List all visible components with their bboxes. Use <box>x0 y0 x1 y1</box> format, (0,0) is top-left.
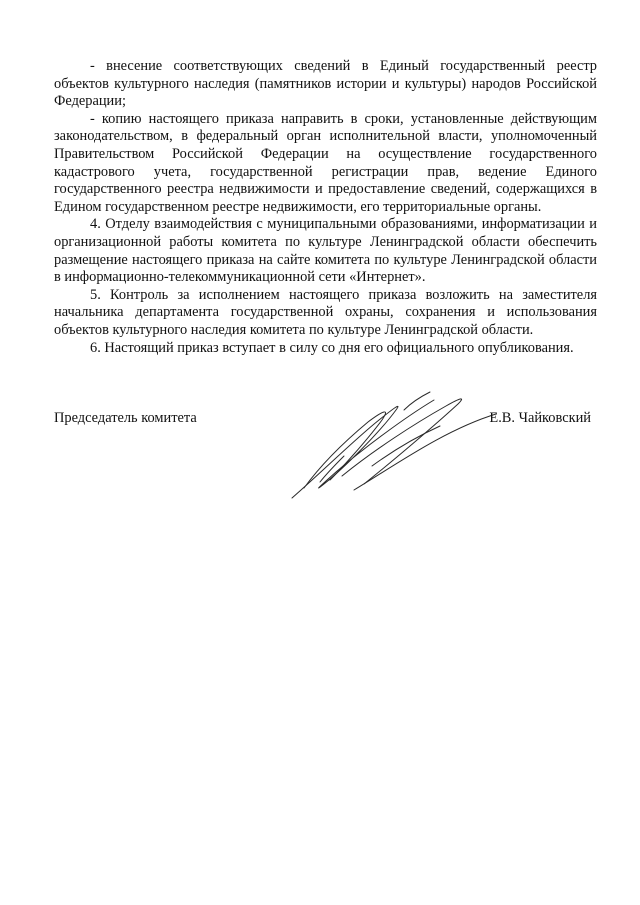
paragraph-item-5: 5. Контроль за исполнением настоящего приказа возложить на заместителя начальника департамента государственной охраны, сохранения и использования объектов культурного наследия комитета по культуре Ленинградской области. <box>54 286 597 338</box>
paragraph-registry: - внесение соответствующих сведений в Единый государственный реестр объектов культурного наследия (памятников истории и культуры) народов Российской Федерации; <box>54 58 597 110</box>
paragraph-item-4: 4. Отделу взаимодействия с муниципальными образованиями, информатизации и организационной работы комитета по культуре Ленинградской области обеспечить размещение настоящего приказа на сайте комитета по культуре Ленинградской области в информационно-телекоммуникационной сети «Интернет». <box>54 216 597 286</box>
paragraph-copy-order: - копию настоящего приказа направить в сроки, установленные действующим законодательством, в федеральный орган исполнительной власти, уполномоченный Правительством Российской Федерации на осуществление государственного кадастрового учета, государственной регистрации прав, ведение Единого государственного реестра недвижимости и предоставление сведений, содержащихся в Едином государственном реестре недвижимости, его территориальные органы. <box>54 110 597 215</box>
document-body <box>54 58 597 357</box>
paragraph-item-6: 6. Настоящий приказ вступает в силу со дня его официального опубликования. <box>90 339 574 356</box>
signatory-title: Председатель комитета <box>54 410 197 426</box>
signatory-name: Е.В. Чайковский <box>489 410 591 426</box>
handwritten-signature <box>284 380 504 510</box>
signature-block <box>54 410 597 510</box>
